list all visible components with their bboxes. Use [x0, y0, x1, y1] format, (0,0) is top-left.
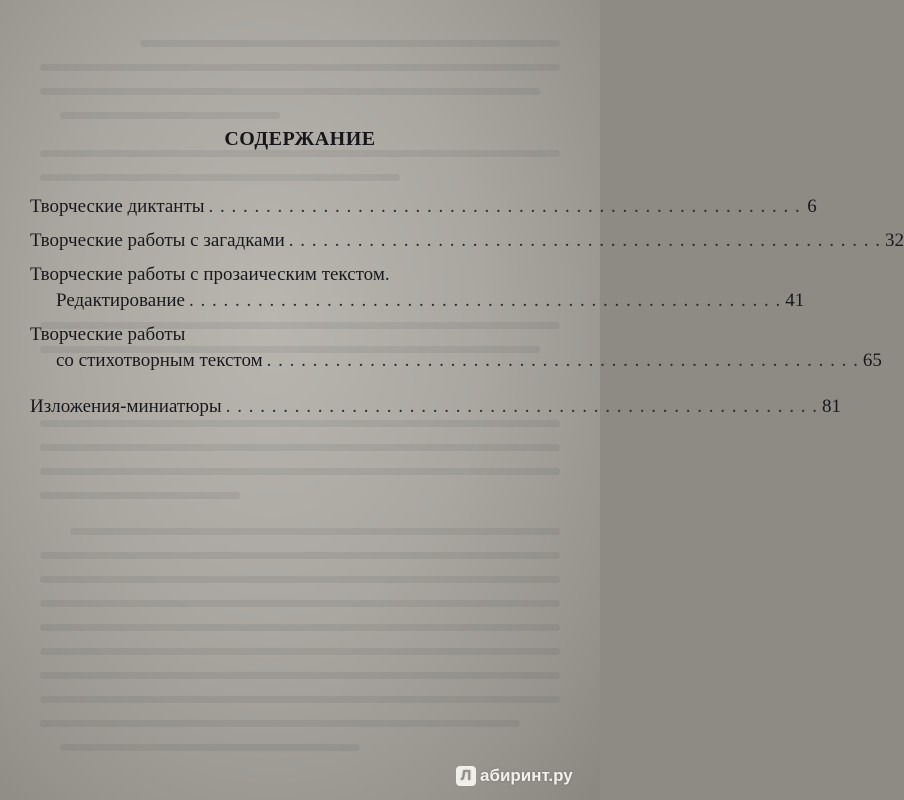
toc-entry-title: Изложения-миниатюры — [30, 396, 222, 417]
toc-leader: . . . . . . . . . . . . . . . . . . . . . . . . . . . . . . . . . . . . . . . . . . . . . . . . . . . . — [188, 290, 782, 311]
toc-entry-title: Творческие работы с загадками — [30, 230, 285, 251]
toc-leader: . . . . . . . . . . . . . . . . . . . . . . . . . . . . . . . . . . . . . . . . . . . . . . . . . . . . — [266, 350, 859, 371]
toc-entry-title: Творческие работы — [30, 324, 186, 345]
watermark-text: абиринт.ру — [480, 766, 573, 785]
page-title: СОДЕРЖАНИЕ — [224, 128, 376, 150]
toc-page-number: 32 — [885, 230, 904, 251]
toc-entry-title: Творческие диктанты — [30, 196, 205, 217]
toc-page-number: 41 — [785, 290, 805, 311]
toc-entry[interactable] — [30, 194, 817, 220]
labirint-logo-icon: Л — [456, 766, 476, 786]
toc-entry-title-continued: со стихотворным текстом — [56, 350, 263, 371]
toc-page-number: 6 — [807, 196, 817, 217]
toc-leader: . . . . . . . . . . . . . . . . . . . . . . . . . . . . . . . . . . . . . . . . . . . . . . . . . . . . — [208, 196, 801, 217]
toc-entry[interactable] — [30, 262, 805, 314]
toc-entry-title: Творческие работы с прозаическим текстом. — [30, 264, 390, 285]
toc-entry[interactable] — [30, 322, 882, 374]
toc-entry[interactable] — [30, 394, 841, 420]
toc-entry-title-continued: Редактирование — [56, 290, 185, 311]
toc-entry[interactable] — [30, 228, 904, 254]
toc-leader: . . . . . . . . . . . . . . . . . . . . . . . . . . . . . . . . . . . . . . . . . . . . . . . . . . . . — [288, 230, 882, 251]
toc-page-number: 81 — [821, 396, 841, 417]
toc-leader: . . . . . . . . . . . . . . . . . . . . . . . . . . . . . . . . . . . . . . . . . . . . . . . . . . . . — [225, 396, 818, 417]
labirint-watermark — [456, 766, 573, 786]
toc-page-number: 65 — [862, 350, 882, 371]
